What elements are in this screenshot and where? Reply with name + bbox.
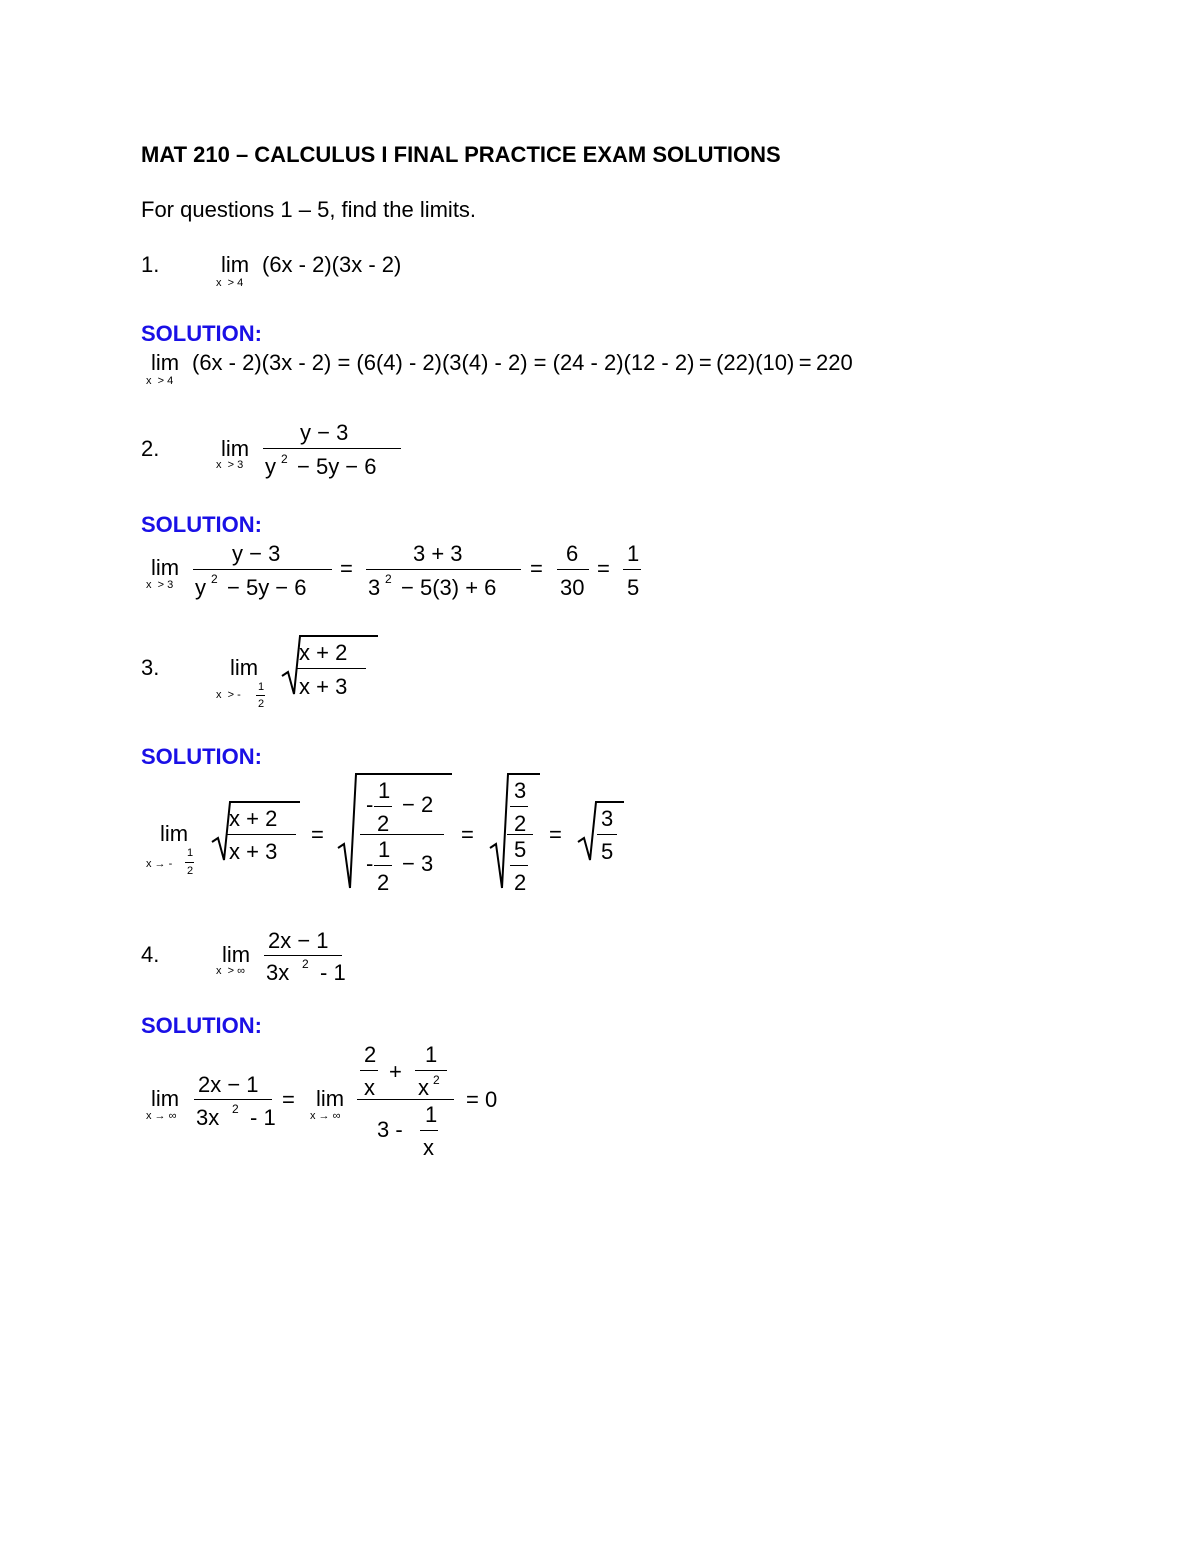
lim-subscript: x > 4 bbox=[216, 277, 244, 289]
fraction-denominator: 5 bbox=[601, 839, 614, 864]
equals-sign: = bbox=[461, 822, 474, 847]
fraction-numerator: y − 3 bbox=[232, 541, 281, 566]
fraction-bar bbox=[557, 569, 589, 570]
fraction-bar bbox=[256, 695, 265, 696]
fraction-denominator-rest: − 5(3) + 6 bbox=[401, 575, 497, 600]
denominator-rest: − 3 bbox=[402, 851, 434, 876]
minus-sign: - bbox=[366, 792, 374, 817]
equals-sign: = bbox=[597, 556, 610, 581]
fraction-bar bbox=[507, 834, 533, 835]
inner-denominator: 2 bbox=[514, 811, 527, 836]
fraction-bar bbox=[226, 834, 296, 835]
fraction-denominator-rest: - 1 bbox=[320, 960, 346, 985]
lim-label: lim bbox=[151, 555, 180, 580]
inner-numerator: 1 bbox=[425, 1042, 438, 1067]
inner-denominator: x bbox=[423, 1135, 434, 1160]
fraction-bar bbox=[185, 862, 194, 863]
fraction-bar bbox=[194, 1099, 272, 1100]
fraction-denominator: x + 3 bbox=[299, 674, 348, 699]
lim-subscript: x → ∞ bbox=[146, 1110, 177, 1122]
question-number: 4. bbox=[141, 942, 160, 967]
inner-numerator: 1 bbox=[425, 1102, 438, 1127]
lim-label: lim bbox=[151, 350, 180, 375]
fraction-bar bbox=[597, 834, 617, 835]
inner-numerator: 1 bbox=[378, 778, 391, 803]
equals-sign: = bbox=[549, 822, 562, 847]
fraction-denominator-base: 3x bbox=[196, 1105, 220, 1130]
fraction-numerator: x + 2 bbox=[229, 806, 278, 831]
denominator-text: 3 - bbox=[377, 1117, 403, 1142]
lim-subscript: x > 4 bbox=[146, 375, 174, 387]
subscript-numerator: 1 bbox=[258, 681, 265, 693]
lim-subscript: x → ∞ bbox=[310, 1110, 341, 1122]
lim-label: lim bbox=[160, 821, 189, 846]
fraction-numerator: 6 bbox=[566, 541, 579, 566]
fraction-denominator: x + 3 bbox=[229, 839, 278, 864]
fraction-numerator: 3 bbox=[601, 806, 614, 831]
radical-sign bbox=[336, 772, 454, 895]
subscript-denominator: 2 bbox=[258, 698, 265, 710]
question-number: 1. bbox=[141, 252, 160, 277]
fraction-bar bbox=[510, 806, 528, 807]
fraction-denominator-base: 3 bbox=[368, 575, 381, 600]
intro-text: For questions 1 – 5, find the limits. bbox=[141, 197, 477, 222]
fraction-bar bbox=[374, 806, 392, 807]
plus-sign: + bbox=[389, 1059, 402, 1084]
fraction-bar bbox=[420, 1130, 438, 1131]
solution-label: SOLUTION: bbox=[141, 512, 262, 537]
lim-label: lim bbox=[221, 252, 250, 277]
fraction-numerator: 2x − 1 bbox=[198, 1072, 259, 1097]
inner-denominator: 2 bbox=[377, 811, 390, 836]
inner-denominator: 2 bbox=[377, 870, 390, 895]
equals-sign: = bbox=[530, 556, 543, 581]
fraction-denominator-base: 3x bbox=[266, 960, 290, 985]
equals-sign: = bbox=[340, 556, 353, 581]
exponent: 2 bbox=[211, 572, 218, 586]
exponent: 2 bbox=[281, 452, 288, 466]
fraction-numerator: 2x − 1 bbox=[268, 928, 329, 953]
exponent: 2 bbox=[433, 1073, 440, 1087]
numerator-rest: − 2 bbox=[402, 792, 434, 817]
fraction-numerator: 3 + 3 bbox=[413, 541, 463, 566]
question-number: 3. bbox=[141, 655, 160, 680]
lim-label: lim bbox=[151, 1086, 180, 1111]
fraction-denominator-rest: − 5y − 6 bbox=[297, 454, 377, 479]
exponent: 2 bbox=[232, 1102, 239, 1116]
exponent: 2 bbox=[385, 572, 392, 586]
fraction-bar bbox=[623, 569, 641, 570]
solution-label: SOLUTION: bbox=[141, 1013, 262, 1038]
fraction-bar bbox=[193, 569, 332, 570]
solution-label: SOLUTION: bbox=[141, 321, 262, 346]
lim-label: lim bbox=[221, 436, 250, 461]
fraction-denominator-base: y bbox=[195, 575, 206, 600]
fraction-bar bbox=[264, 955, 342, 956]
fraction-numerator: x + 2 bbox=[299, 640, 348, 665]
fraction-bar bbox=[360, 1070, 378, 1071]
minus-sign: - bbox=[366, 851, 374, 876]
equals-sign: = bbox=[311, 822, 324, 847]
inner-denominator-base: x bbox=[418, 1075, 429, 1100]
inner-numerator: 2 bbox=[364, 1042, 377, 1067]
fraction-bar bbox=[374, 865, 392, 866]
inner-numerator: 3 bbox=[514, 778, 527, 803]
result: = 0 bbox=[466, 1087, 498, 1112]
question-number: 2. bbox=[141, 436, 160, 461]
lim-subscript: x → - bbox=[146, 858, 173, 870]
lim-label: lim bbox=[316, 1086, 345, 1111]
inner-numerator: 5 bbox=[514, 837, 527, 862]
fraction-bar bbox=[510, 865, 528, 866]
question-expression: (6x - 2)(3x - 2) bbox=[262, 252, 402, 277]
subscript-numerator: 1 bbox=[187, 847, 194, 859]
equals-sign: = bbox=[282, 1087, 295, 1112]
fraction-bar bbox=[360, 834, 444, 835]
inner-numerator: 1 bbox=[378, 837, 391, 862]
subscript-denominator: 2 bbox=[187, 865, 194, 877]
fraction-denominator-rest: − 5y − 6 bbox=[227, 575, 307, 600]
fraction-bar bbox=[296, 668, 366, 669]
fraction-numerator: 1 bbox=[627, 541, 640, 566]
exponent: 2 bbox=[302, 957, 309, 971]
fraction-denominator: 30 bbox=[560, 575, 585, 600]
lim-label: lim bbox=[230, 655, 259, 680]
fraction-denominator-base: y bbox=[265, 454, 276, 479]
lim-subscript: x > ∞ bbox=[216, 965, 245, 977]
inner-denominator: 2 bbox=[514, 870, 527, 895]
fraction-bar bbox=[357, 1099, 454, 1100]
fraction-denominator-rest: - 1 bbox=[250, 1105, 276, 1130]
fraction-numerator: y − 3 bbox=[300, 420, 349, 445]
lim-subscript: x > 3 bbox=[146, 579, 174, 591]
lim-subscript: x > - bbox=[216, 689, 241, 701]
fraction-bar bbox=[415, 1070, 447, 1071]
fraction-bar bbox=[366, 569, 521, 570]
fraction-bar bbox=[263, 448, 401, 449]
solution-expression: (6x - 2)(3x - 2) = (6(4) - 2)(3(4) - 2) = (24 - 2)(12 - 2) = (22)(10) = 220 bbox=[192, 350, 853, 375]
inner-denominator: x bbox=[364, 1075, 375, 1100]
solution-label: SOLUTION: bbox=[141, 744, 262, 769]
lim-label: lim bbox=[222, 942, 251, 967]
page-title: MAT 210 – CALCULUS I FINAL PRACTICE EXAM SOLUTIONS bbox=[141, 142, 781, 167]
lim-subscript: x > 3 bbox=[216, 459, 244, 471]
fraction-denominator: 5 bbox=[627, 575, 640, 600]
